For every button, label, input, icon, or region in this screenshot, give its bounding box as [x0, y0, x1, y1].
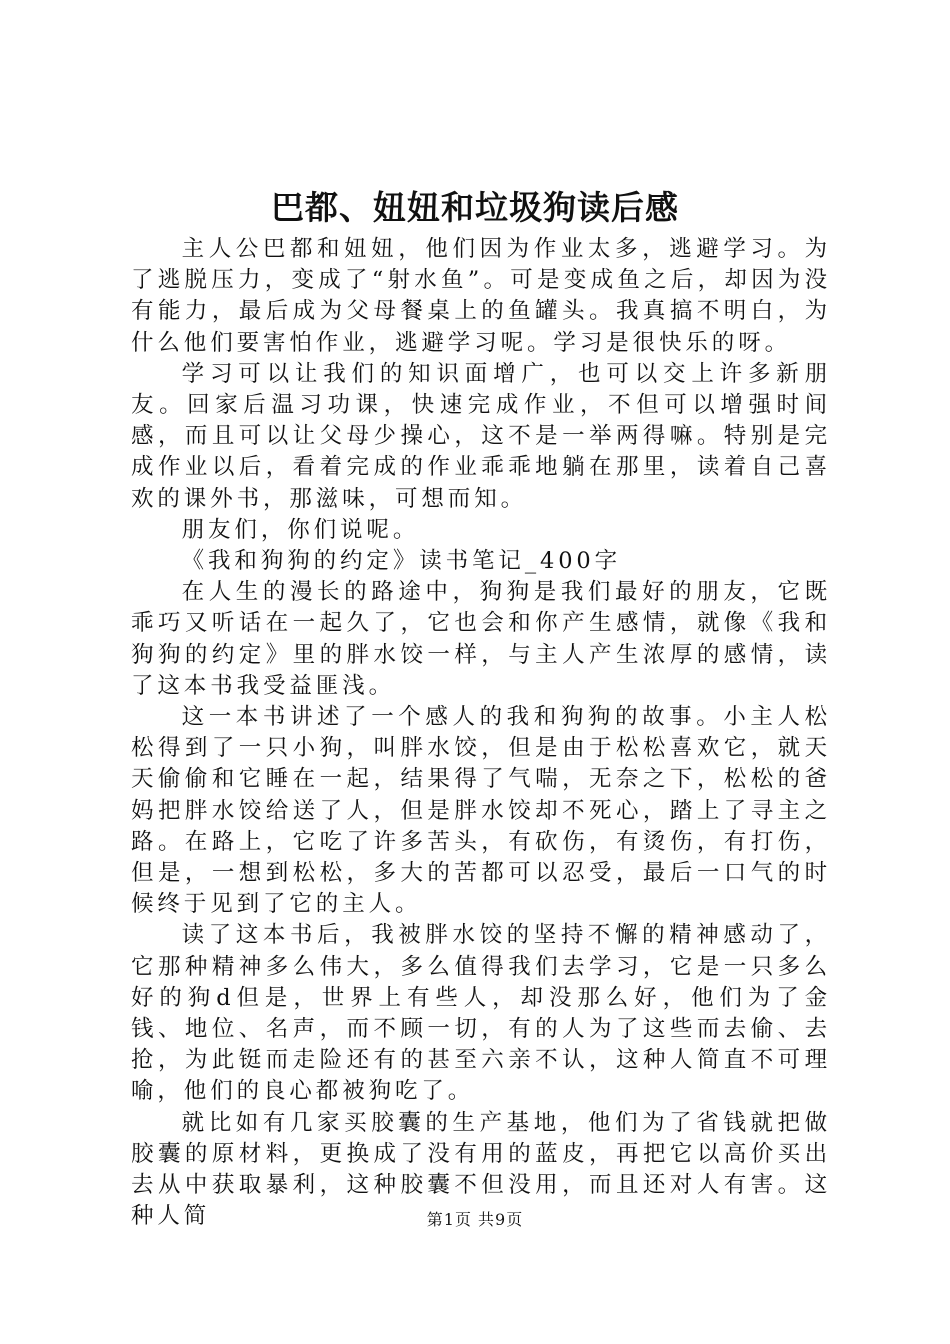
- paragraph: 朋友们，你们说呢。: [181, 516, 420, 543]
- document-title: 巴都、妞妞和垃圾狗读后感: [271, 188, 679, 227]
- paragraph: 在人生的漫长的路途中，狗狗是我们最好的朋友，它既乖巧又听话在一起久了，它也会和你产生感情，就像《我和狗狗的约定》里的胖水饺一样，与主人产生浓厚的感情，读了这本书我受益匪浅。: [131, 579, 831, 699]
- page-footer: 第1页 共9页: [426, 1210, 524, 1229]
- section-heading: 《我和狗狗的约定》读书笔记_400字: [181, 548, 622, 575]
- paragraph: 读了这本书后，我被胖水饺的坚持不懈的精神感动了，它那种精神多么伟大，多么值得我们去学习，它是一只多么好的狗d但是，世界上有些人，却没那么好，他们为了金钱、地位、名声，而不顾一切，有的人为了这些而去偷、去抢，为此铤而走险还有的甚至六亲不认，这种人简直不可理喻，他们的良心都被狗吃了。: [131, 922, 831, 1105]
- paragraph: 学习可以让我们的知识面增广，也可以交上许多新朋友。回家后温习功课，快速完成作业，不但可以增强时间感，而且可以让父母少操心，这不是一举两得嘛。特别是完成作业以后，看着完成的作业乖乖地躺在那里，读着自己喜欢的课外书，那滋味，可想而知。: [131, 360, 831, 512]
- paragraph: 这一本书讲述了一个感人的我和狗狗的故事。小主人松松得到了一只小狗，叫胖水饺，但是由于松松喜欢它，就天天偷偷和它睡在一起，结果得了气喘，无奈之下，松松的爸妈把胖水饺给送了人，但是胖水饺却不死心，踏上了寻主之路。在路上，它吃了许多苦头，有砍伤，有烫伤，有打伤，但是，一想到松松，多大的苦都可以忍受，最后一口气的时候终于见到了它的主人。: [131, 704, 831, 918]
- paragraph: 主人公巴都和妞妞，他们因为作业太多，逃避学习。为了逃脱压力，变成了“射水鱼”。可是变成鱼之后，却因为没有能力，最后成为父母餐桌上的鱼罐头。我真搞不明白，为什么他们要害怕作业，逃避学习呢。学习是很快乐的呀。: [131, 236, 831, 356]
- paragraph: 就比如有几家买胶囊的生产基地，他们为了省钱就把做胶囊的原材料，更换成了没有用的蓝皮，再把它以高价买出去从中获取暴利，这种胶囊不但没用，而且还对人有害。这种人简: [131, 1109, 831, 1230]
- document-body: [131, 234, 831, 1233]
